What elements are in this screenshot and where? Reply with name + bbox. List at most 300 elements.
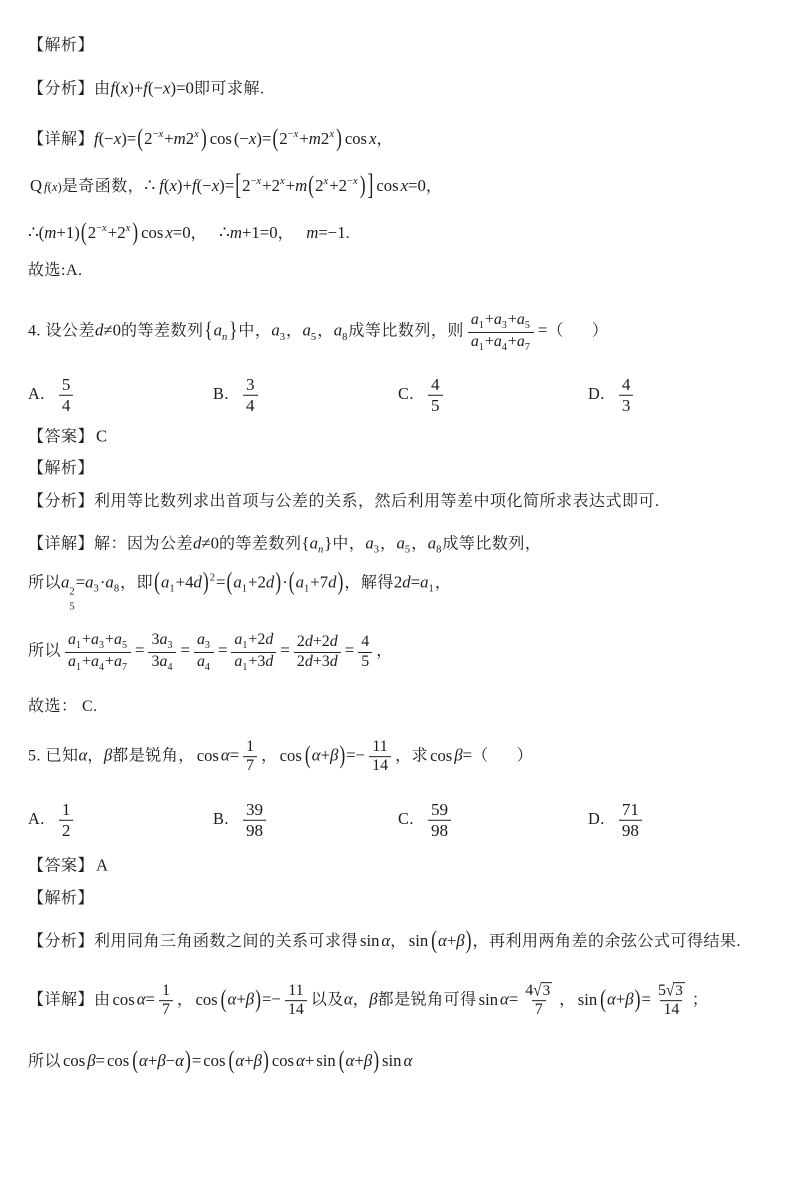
math-run: +m2 bbox=[164, 129, 195, 148]
subscript: 1 bbox=[242, 639, 248, 651]
math-run: α= bbox=[500, 989, 519, 1009]
roman-run: A bbox=[96, 855, 109, 875]
subscript: 4 bbox=[501, 341, 507, 353]
left-paren: ( bbox=[137, 122, 144, 152]
math-run: +7d bbox=[310, 572, 337, 592]
radical: √3 bbox=[533, 980, 551, 1000]
math-run: a bbox=[333, 320, 343, 340]
math-run: =− bbox=[346, 745, 366, 765]
fraction bbox=[65, 631, 131, 673]
text-run: ， bbox=[277, 225, 295, 242]
superscript: −x bbox=[152, 129, 164, 140]
text-run: ） bbox=[516, 747, 534, 765]
text-run: 即可求解. bbox=[193, 80, 265, 98]
math-run: +a bbox=[507, 310, 525, 328]
math-run: 2 bbox=[144, 129, 153, 148]
right-paren: ) bbox=[255, 983, 261, 1013]
math-run: α bbox=[78, 745, 88, 765]
subscript: 4 bbox=[204, 661, 210, 673]
roman-run: sin bbox=[408, 931, 429, 950]
math-run: a bbox=[196, 652, 205, 670]
math-run: 7 bbox=[246, 757, 255, 775]
math-run: +2d bbox=[248, 630, 274, 648]
math-run: = bbox=[641, 989, 651, 1009]
math-run: 4 bbox=[621, 374, 631, 394]
subscript: 8 bbox=[436, 544, 442, 556]
text-run: ， bbox=[376, 131, 393, 148]
analysis-brief-q4 bbox=[28, 492, 660, 512]
right-brace: } bbox=[229, 317, 238, 342]
text-run: ， bbox=[390, 933, 407, 950]
math-run: = bbox=[537, 320, 548, 340]
conclusion-q4 bbox=[28, 697, 98, 717]
superscript: x bbox=[194, 129, 199, 140]
text-run: 以及 bbox=[310, 991, 344, 1009]
roman-run: C bbox=[96, 426, 108, 446]
text-run: 【分析】利用同角三角函数之间的关系可求得 bbox=[28, 933, 359, 950]
math-run: 98 bbox=[430, 820, 449, 840]
option-a bbox=[28, 800, 213, 841]
options-q4 bbox=[28, 375, 637, 416]
roman-run: cos bbox=[196, 745, 219, 765]
math-run: a bbox=[234, 652, 243, 670]
math-run: 4 bbox=[525, 982, 534, 1000]
roman-run: cos bbox=[141, 223, 164, 242]
detail-line-q3-2 bbox=[28, 166, 443, 201]
math-run: 2 bbox=[242, 176, 251, 195]
fraction bbox=[369, 738, 391, 776]
math-run: +a bbox=[105, 630, 122, 648]
subscript: 7 bbox=[122, 661, 128, 673]
text-run: 故选:A. bbox=[28, 262, 83, 279]
subscript: 1 bbox=[478, 341, 484, 353]
left-paren: ( bbox=[338, 1044, 345, 1074]
text-run: ， bbox=[352, 991, 370, 1009]
math-run: +2 bbox=[329, 176, 348, 195]
math-run: 2d+3d bbox=[296, 652, 338, 670]
roman-run: sin bbox=[382, 1051, 402, 1070]
math-run: 3 bbox=[621, 395, 631, 415]
subscript: 1 bbox=[169, 583, 175, 595]
right-paren: ) bbox=[275, 566, 282, 596]
superscript: −x bbox=[347, 176, 358, 187]
math-run: 4 bbox=[61, 395, 71, 415]
left-paren: ( bbox=[600, 983, 606, 1013]
math-run: a bbox=[234, 630, 243, 648]
text-run: 中， bbox=[238, 322, 272, 340]
text-run: 【解析】 bbox=[28, 460, 95, 477]
superscript: −x bbox=[96, 223, 107, 234]
fraction bbox=[522, 982, 555, 1020]
roman-run: cos bbox=[209, 129, 232, 148]
math-run: α+β bbox=[235, 1051, 262, 1070]
roman-run: cos bbox=[112, 989, 135, 1009]
text-run: ； bbox=[691, 991, 709, 1009]
math-run: 39 bbox=[245, 799, 264, 819]
math-run: 71 bbox=[621, 799, 639, 819]
math-run: α+β bbox=[345, 1051, 373, 1070]
subscript: 1 bbox=[478, 319, 484, 331]
math-run: 3a bbox=[151, 630, 168, 648]
text-run: 的等差数列 bbox=[121, 322, 204, 340]
math-run: f(x)+f(−x)=0 bbox=[110, 78, 194, 98]
math-run: a bbox=[271, 320, 280, 340]
math-run: 2 bbox=[87, 223, 97, 242]
right-bracket: ] bbox=[367, 166, 374, 201]
math-run: = bbox=[191, 1051, 202, 1070]
math-run: 3a bbox=[151, 652, 168, 670]
detail-line-q5-1 bbox=[28, 982, 708, 1020]
roman-run: cos bbox=[203, 1051, 226, 1070]
math-run: a bbox=[302, 320, 311, 340]
math-run: α bbox=[343, 989, 353, 1009]
text-run: ， bbox=[425, 178, 443, 195]
text-run: 的等差数列 bbox=[219, 535, 302, 553]
math-run: d≠0 bbox=[95, 320, 122, 340]
math-run: 14 bbox=[372, 757, 389, 775]
math-run: = bbox=[344, 640, 355, 660]
option-c bbox=[398, 375, 588, 416]
math-run: ∴ f(x)+f(−x)= bbox=[144, 176, 235, 195]
math-run: β= bbox=[87, 1051, 106, 1070]
options-q5 bbox=[28, 800, 646, 841]
math-run: · bbox=[282, 572, 288, 592]
math-run: +3d bbox=[248, 652, 274, 670]
math-run: 2 bbox=[279, 129, 288, 148]
math-run: f(−x)= bbox=[94, 129, 137, 148]
math-run: =− bbox=[262, 989, 281, 1009]
text-run: ， bbox=[190, 225, 208, 242]
text-run: 所以 bbox=[28, 1053, 62, 1070]
math-run: 98 bbox=[245, 820, 264, 840]
answer-q4 bbox=[28, 427, 109, 448]
superscript: −x bbox=[287, 129, 299, 140]
math-run: 4 bbox=[245, 395, 255, 415]
text-run: 【答案】 bbox=[28, 857, 95, 875]
text-run: 成等比数列，则 bbox=[348, 322, 464, 340]
math-run: 11 bbox=[372, 738, 388, 756]
right-paren: ) bbox=[373, 1044, 380, 1074]
text-run: ， bbox=[317, 322, 334, 340]
subscript: 3 bbox=[99, 639, 105, 651]
math-run: a bbox=[470, 310, 479, 328]
subscript: 3 bbox=[279, 331, 286, 343]
option-a bbox=[28, 375, 213, 416]
text-run: ， bbox=[87, 747, 104, 765]
math-run: x=0 bbox=[400, 176, 426, 195]
roman-run: cos bbox=[344, 129, 368, 148]
math-run: 2d+2d bbox=[296, 633, 338, 651]
math-run: } bbox=[324, 533, 333, 553]
text-run: 【分析】利用等比数列求出首项与公差的关系，然后利用等差中项化简所求表达式即可. bbox=[28, 493, 660, 510]
roman-run: cos bbox=[107, 1051, 130, 1070]
superscript: −x bbox=[250, 176, 262, 187]
subscript: 8 bbox=[342, 331, 348, 343]
roman-run: sin bbox=[316, 1051, 336, 1070]
text-run: 是奇函数， bbox=[61, 178, 145, 195]
text-run: 都是锐角， bbox=[112, 747, 195, 765]
subscript: n bbox=[221, 331, 228, 343]
text-run: ） bbox=[591, 322, 609, 340]
conclusion-q3 bbox=[28, 261, 83, 281]
math-run: = bbox=[180, 640, 190, 660]
math-run: 14 bbox=[663, 1001, 680, 1019]
text-run: 【解析】 bbox=[28, 890, 95, 907]
math-run: a bbox=[68, 652, 76, 670]
text-run: 【分析】由 bbox=[28, 80, 111, 98]
roman-run: cos bbox=[195, 989, 218, 1009]
superscript: x bbox=[279, 176, 285, 187]
subscript: n bbox=[317, 544, 324, 556]
fraction bbox=[619, 800, 642, 841]
text-run: 所以 bbox=[28, 574, 62, 592]
right-paren: ) bbox=[339, 739, 346, 769]
detail-line-q3-1 bbox=[28, 122, 393, 152]
subscript: 1 bbox=[76, 639, 82, 651]
left-paren: ( bbox=[132, 1044, 139, 1074]
superscript: x bbox=[125, 223, 131, 234]
math-run: a bbox=[233, 572, 242, 592]
math-run: α+ bbox=[296, 1051, 315, 1070]
right-paren: ) bbox=[132, 216, 139, 246]
right-paren: ) bbox=[337, 566, 344, 596]
text-run: 【详解】解：因为公差 bbox=[28, 535, 194, 553]
math-run: α bbox=[403, 1051, 413, 1070]
question-5 bbox=[28, 738, 533, 776]
subscript: 1 bbox=[428, 583, 434, 595]
answer-q5 bbox=[28, 856, 110, 877]
option-label: C. bbox=[398, 808, 414, 828]
text-run: ， bbox=[286, 322, 303, 340]
math-run: α= bbox=[136, 989, 155, 1009]
fraction bbox=[358, 633, 372, 671]
analysis-header-q4 bbox=[28, 459, 94, 479]
math-run: 2 bbox=[61, 820, 71, 840]
text-run: （ bbox=[472, 747, 489, 765]
fraction bbox=[194, 631, 214, 673]
math-run: ∴m+1=0 bbox=[219, 223, 278, 242]
right-paren: ) bbox=[200, 122, 207, 152]
math-run: β bbox=[369, 989, 378, 1009]
detail-line-q5-2 bbox=[28, 1044, 413, 1074]
math-run: =a bbox=[75, 572, 94, 592]
option-label: B. bbox=[213, 808, 229, 828]
question-4 bbox=[28, 311, 608, 353]
math-run: +a bbox=[484, 310, 502, 328]
analysis-brief-q5 bbox=[28, 924, 742, 954]
text-run: ，解得 bbox=[344, 574, 394, 592]
option-label: D. bbox=[588, 383, 605, 403]
math-run: 5 bbox=[657, 982, 666, 1000]
text-run: 成等比数列， bbox=[442, 535, 542, 553]
math-run: ·a bbox=[99, 572, 114, 592]
subscript: 1 bbox=[242, 661, 248, 673]
fraction bbox=[159, 982, 173, 1020]
text-run: 【详解】 bbox=[28, 131, 95, 148]
text-run: 【详解】由 bbox=[28, 991, 111, 1009]
math-run: 98 bbox=[621, 820, 639, 840]
left-bracket: [ bbox=[235, 166, 242, 201]
subscript: 8 bbox=[113, 583, 120, 595]
option-label: A. bbox=[28, 383, 45, 403]
subscript: 4 bbox=[99, 661, 105, 673]
text-run: ， bbox=[411, 535, 428, 553]
roman-run: sin bbox=[478, 989, 499, 1009]
subscript: 3 bbox=[373, 544, 380, 556]
math-run: a bbox=[365, 533, 374, 553]
math-run: m=−1 bbox=[306, 223, 346, 242]
math-run: x bbox=[369, 129, 377, 148]
text-run: ， bbox=[559, 991, 576, 1009]
math-run: α+β bbox=[438, 931, 465, 950]
detail-line-q4-3 bbox=[28, 631, 393, 673]
right-paren: ) bbox=[184, 1044, 191, 1074]
text-run: ，即 bbox=[120, 574, 154, 592]
text-run: ， bbox=[376, 642, 393, 660]
math-run: α+β bbox=[311, 745, 339, 765]
option-d bbox=[588, 375, 637, 416]
roman-run: cos bbox=[279, 745, 302, 765]
text-run: ， bbox=[261, 747, 278, 765]
fraction bbox=[468, 311, 534, 353]
math-run: = bbox=[216, 572, 226, 592]
math-run: α+β bbox=[607, 989, 634, 1009]
math-run: = bbox=[280, 640, 290, 660]
math-run: a bbox=[160, 572, 170, 592]
roman-run: cos bbox=[376, 176, 399, 195]
math-run: d≠0 bbox=[193, 533, 220, 553]
fraction bbox=[59, 375, 74, 416]
math-run: a bbox=[61, 572, 70, 592]
math-run: 59 bbox=[430, 799, 449, 819]
text-run: 【答案】 bbox=[28, 428, 95, 446]
left-brace: { bbox=[204, 317, 213, 342]
option-d bbox=[588, 800, 646, 841]
math-run: 5 bbox=[361, 652, 370, 670]
roman-run: cos bbox=[63, 1051, 86, 1070]
text-run: 4. 设公差 bbox=[28, 322, 96, 340]
superscript: 2 bbox=[209, 572, 216, 584]
right-paren: ) bbox=[262, 1044, 269, 1074]
math-run: a bbox=[470, 332, 479, 350]
analysis-header-q5 bbox=[28, 889, 94, 909]
sub-sup-stack: 2 5 bbox=[69, 586, 75, 612]
detail-line-q3-3 bbox=[28, 216, 351, 246]
left-paren: ( bbox=[304, 739, 311, 769]
math-run: 2d=a bbox=[393, 572, 429, 592]
math-run: +2d bbox=[248, 572, 275, 592]
math-run: a bbox=[396, 533, 405, 553]
math-run: α= bbox=[220, 745, 240, 765]
math-run: a bbox=[213, 320, 222, 340]
math-run: a bbox=[68, 630, 76, 648]
math-run-small: f(x) bbox=[44, 180, 62, 194]
math-run: 5 bbox=[61, 374, 71, 394]
text-run: （ bbox=[547, 322, 564, 340]
math-run: 4 bbox=[361, 633, 370, 651]
text-run: ，再利用两角差的余弦公式可得结果. bbox=[472, 933, 742, 950]
left-paren: ( bbox=[154, 566, 160, 596]
left-paren: ( bbox=[228, 1044, 235, 1074]
math-run: 4 bbox=[430, 374, 440, 394]
fraction bbox=[243, 375, 258, 416]
left-paren: ( bbox=[431, 924, 438, 954]
option-label: C. bbox=[398, 383, 414, 403]
fraction bbox=[243, 738, 257, 776]
fraction bbox=[231, 631, 276, 673]
left-paren: ( bbox=[220, 983, 227, 1013]
left-paren: ( bbox=[288, 566, 295, 596]
text-run: ， bbox=[434, 574, 452, 592]
math-run: 2 bbox=[315, 176, 324, 195]
math-run: α bbox=[381, 931, 391, 950]
subscript: 5 bbox=[404, 544, 411, 556]
math-run: +2 bbox=[262, 176, 280, 195]
math-run: +m2 bbox=[299, 129, 330, 148]
math-run: a bbox=[427, 533, 437, 553]
text-run: ， bbox=[380, 535, 397, 553]
text-run: ，求 bbox=[395, 747, 429, 765]
math-run: +a bbox=[484, 332, 502, 350]
math-run: α+β bbox=[227, 989, 255, 1009]
text-run: ， bbox=[176, 991, 194, 1009]
fraction bbox=[294, 633, 341, 671]
analysis-brief-q3 bbox=[28, 79, 264, 100]
fraction bbox=[619, 375, 634, 416]
radical: √3 bbox=[665, 980, 683, 1000]
math-run: +2 bbox=[107, 223, 126, 242]
math-run: a bbox=[295, 572, 304, 592]
subscript: 5 bbox=[122, 639, 128, 651]
subscript: 5 bbox=[524, 319, 530, 331]
math-run: {a bbox=[301, 533, 318, 553]
subscript: 1 bbox=[303, 583, 310, 595]
option-label: A. bbox=[28, 808, 45, 828]
math-run: +4d bbox=[175, 572, 202, 592]
math-run: x=0 bbox=[165, 223, 191, 242]
subscript: 7 bbox=[524, 341, 530, 353]
fraction bbox=[428, 800, 451, 841]
math-run: +a bbox=[507, 332, 525, 350]
left-paren: ( bbox=[80, 216, 87, 246]
math-run: +a bbox=[105, 652, 122, 670]
subscript: 5 bbox=[310, 331, 317, 343]
roman-run: sin bbox=[577, 989, 598, 1009]
math-run: 1 bbox=[246, 738, 255, 756]
math-run: +a bbox=[82, 630, 99, 648]
text-run: . bbox=[345, 225, 351, 242]
left-paren: ( bbox=[272, 122, 279, 152]
left-paren: ( bbox=[226, 566, 233, 596]
fraction bbox=[285, 982, 307, 1020]
detail-line-q4-2 bbox=[28, 566, 452, 612]
subscript: 1 bbox=[76, 661, 82, 673]
math-run: 1 bbox=[61, 799, 71, 819]
analysis-header-q3 bbox=[28, 36, 94, 56]
option-b bbox=[213, 375, 398, 416]
math-run: = bbox=[135, 640, 145, 660]
subscript: 4 bbox=[167, 661, 173, 673]
right-paren: ) bbox=[359, 169, 366, 199]
math-run: 5 bbox=[430, 395, 440, 415]
math-run: 3 bbox=[245, 374, 255, 394]
roman-run: sin bbox=[360, 931, 380, 950]
right-paren: ) bbox=[336, 122, 342, 152]
math-run: β bbox=[103, 745, 113, 765]
fraction bbox=[655, 982, 688, 1020]
option-b bbox=[213, 800, 398, 841]
roman-run: cos bbox=[430, 745, 453, 765]
